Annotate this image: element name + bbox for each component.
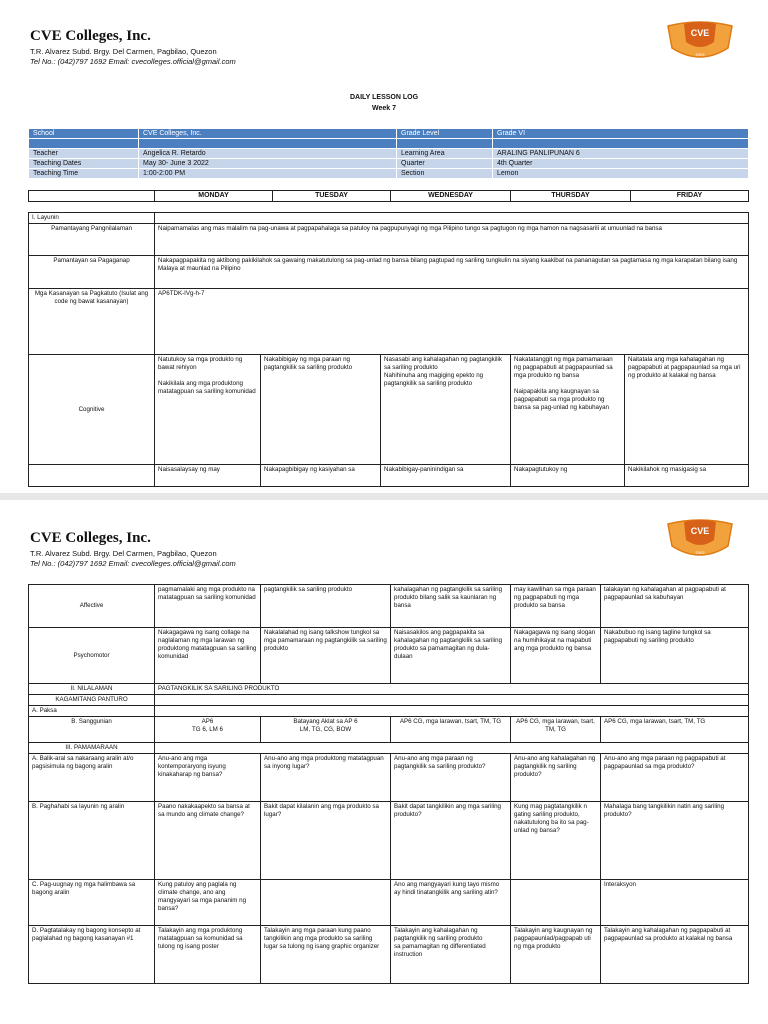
school-contact: Tel No.: (042)797 1692 Email: cvecolleges.official@gmail.com xyxy=(30,57,236,66)
step-d-tuesday: Talakayin ang mga paraan kung paano tangkilikin ang mga produkto sa sariling lugar sa tulong ng isang graphic organizer xyxy=(261,926,391,984)
document-page-2 xyxy=(0,500,768,1024)
step-b-wednesday: Bakit dapat tangkilikin ang mga sariling produkto? xyxy=(391,802,511,880)
cognitive-label: Cognitive xyxy=(29,355,155,465)
affective-friday: talakayan ng kahalagahan at pagpapabuti at pagpapaunlad sa kabuhayan xyxy=(601,585,749,628)
school-label: School xyxy=(29,129,139,139)
affective-partial-friday: Nakikilahok ng masigasig sa xyxy=(625,465,749,487)
teacher-label: Teacher xyxy=(29,149,139,159)
area-value: ARALING PANLIPUNAN 6 xyxy=(493,149,749,159)
psychomotor-monday: Nakagagawa ng isang collage na naglalaman ng mga larawan ng produktong matatagpuan sa sariling komunidad xyxy=(155,628,261,684)
school-name: CVE Colleges, Inc. xyxy=(30,28,151,44)
step-b-monday: Paano nakakaapekto sa bansa at sa mundo ang climate change? xyxy=(155,802,261,880)
step-a-friday: Anu-ano ang mga paraan ng pagpapabuti at pagpapaunlad sa mga produkto? xyxy=(601,754,749,802)
pamamaraan-label: III. PAMAMARAAN xyxy=(29,743,155,754)
step-b-label: B. Paghahabi sa layunin ng aralin xyxy=(29,802,155,880)
pagganap-label: Pamantayan sa Pagaganap xyxy=(29,256,155,289)
step-c-wednesday: Ano ang mangyayari kung tayo mismo ay hindi tinatangkilik ang sariling atin? xyxy=(391,880,511,926)
kasanayan-label: Mga Kasanayan sa Pagkatuto (Isulat ang code ng bawat kasanayan) xyxy=(29,289,155,355)
layunin-label: I. Layunin xyxy=(29,213,155,224)
step-a-thursday: Anu-ano ang kahalagahan ng pagtangkilik ng sariling produkto? xyxy=(511,754,601,802)
section-label: Section xyxy=(397,169,493,179)
day-friday: FRIDAY xyxy=(631,191,749,202)
days-header xyxy=(28,190,749,202)
psychomotor-thursday: Nakagagawa ng isang slogan na humihikayat na mapabuti ang mga produkto ng bansa xyxy=(511,628,601,684)
sanggunian-friday: AP6 CG, mga larawan, tsart, TM, TG xyxy=(601,717,749,743)
affective-partial-tuesday: Nakapagbibigay ng kasiyahan sa xyxy=(261,465,381,487)
school-name: CVE Colleges, Inc. xyxy=(30,530,151,546)
school-logo xyxy=(664,18,736,62)
cognitive-monday: Natutukoy sa mga produkto ng bawat rehiyon Nakikilala ang mga produktong matatagpuan sa sariling komunidad xyxy=(155,355,261,465)
section-value: Lemon xyxy=(493,169,749,179)
step-c-thursday xyxy=(511,880,601,926)
school-address: T.R. Alvarez Subd. Brgy. Del Carmen, Pagbilao, Quezon xyxy=(30,549,217,558)
quarter-label: Quarter xyxy=(397,159,493,169)
step-d-thursday: Talakayin ang kaugnayan ng pagpapaunlad/pagpapab uti ng mga produkto xyxy=(511,926,601,984)
step-a-label: A. Balik-aral sa nakaraang aralin at/o pagsisimula ng bagong aralin xyxy=(29,754,155,802)
kagamitan-label: KAGAMITANG PANTURO xyxy=(29,695,155,706)
time-label: Teaching Time xyxy=(29,169,139,179)
step-d-monday: Talakayin ang mga produktong matatagpuan sa komunidad sa tulong ng isang poster xyxy=(155,926,261,984)
cognitive-wednesday: Nasasabi ang kahalagahan ng pagtangkilik sa sariling produkto Nahihinuha ang magiging epekto ng pagtangkilik sa sariling produkto xyxy=(381,355,511,465)
school-logo xyxy=(664,516,736,560)
day-thursday: THURSDAY xyxy=(511,191,631,202)
school-value: CVE Colleges, Inc. xyxy=(139,129,397,139)
step-a-wednesday: Anu-ano ang mga paraan ng pagtangkilik sa sariling produkto? xyxy=(391,754,511,802)
dates-label: Teaching Dates xyxy=(29,159,139,169)
teacher-value: Angelica R. Retardo xyxy=(139,149,397,159)
cognitive-thursday: Nakatatanggit ng mga pamamaraan ng pagpapabuti at pagpapaunlad sa mga produkto ng bansa Naipapakita ang kaugnayan sa pagpapabuti sa mga produkto ng bansa sa pag-unlad ng kabuhayan xyxy=(511,355,625,465)
psychomotor-tuesday: Nakalalahad ng isang talkshow tungkol sa mga pamamaraan ng pagtangkilik sa sariling produkto xyxy=(261,628,391,684)
step-d-friday: Talakayin ang kahalagahan ng pagpapabuti at pagpapaunlad sa produkto at kalakal ng bansa xyxy=(601,926,749,984)
pamantayang-label: Pamantayang Pangnilalaman xyxy=(29,224,155,256)
step-c-tuesday xyxy=(261,880,391,926)
pagganap-text: Nakapagpapakita ng aktibong pakikilahok sa gawaing makatutulong sa pag-unlad ng bansa bilang pagtupad ng sariling tungkulin na siyang kaakibat na pananagutan sa pagtamasa ng mga karapatan bilang isang Malaya at maunlad na Pilipino xyxy=(155,256,749,289)
affective-thursday: may kawilihan sa mga paraan ng pagpapabuti ng mga produkto sa bansa xyxy=(511,585,601,628)
step-b-thursday: Kung mag pagtatangkilik n gating sariling produkto, nakatutulong ba ito sa pag-unlad ng bansa? xyxy=(511,802,601,880)
kasanayan-code: AP6TDK-IVg-h-7 xyxy=(155,289,749,355)
logo-text: CVE xyxy=(690,526,710,536)
step-d-label: D. Pagtatalakay ng bagong konsepto at paglalahad ng bagong kasanayan #1 xyxy=(29,926,155,984)
day-tuesday: TUESDAY xyxy=(273,191,391,202)
document-page-1 xyxy=(0,0,768,493)
logo-year: 2003 xyxy=(695,52,705,57)
affective-wednesday: kahalagahan ng pagtangkilik sa sariling produkto bilang salik sa kaunlaran ng bansa xyxy=(391,585,511,628)
school-address: T.R. Alvarez Subd. Brgy. Del Carmen, Pagbilao, Quezon xyxy=(30,47,217,56)
step-d-wednesday: Talakayin ang kahalagahan ng pagtangkilik ng sariling produkto sa pamamagitan ng differentiated instruction xyxy=(391,926,511,984)
step-c-friday: Interaksyon xyxy=(601,880,749,926)
cognitive-friday: Naitatala ang mga kahalagahan ng pagpapabuti at pagpapaunlad sa mga uri ng produkto at kalakal ng bansa xyxy=(625,355,749,465)
sanggunian-monday: AP6 TG 6, LM 6 xyxy=(155,717,261,743)
step-a-monday: Anu-ano ang mga kontemporaryong isyung kinakaharap ng bansa? xyxy=(155,754,261,802)
sanggunian-label: B. Sanggunian xyxy=(29,717,155,743)
cognitive-tuesday: Nakabibigay ng mga paraan ng pagtangkilik sa sariling produkto xyxy=(261,355,381,465)
nilalaman-label: II. NILALAMAN xyxy=(29,684,155,695)
step-b-friday: Mahalaga bang tangkilikin natin ang sariling produkto? xyxy=(601,802,749,880)
grade-value: Grade VI xyxy=(493,129,749,139)
psychomotor-label: Psychomotor xyxy=(29,628,155,684)
info-table xyxy=(28,128,749,179)
paksa-label: A. Paksa xyxy=(29,706,155,717)
psychomotor-wednesday: Naisasakilos ang pagpapakita sa kahalagahan ng pagtangkilik sa sariling produkto sa pamamagitan ng dula-dulaan xyxy=(391,628,511,684)
logo-year: 2003 xyxy=(695,550,705,555)
document-subtitle: Week 7 xyxy=(372,105,396,112)
day-monday: MONDAY xyxy=(155,191,273,202)
nilalaman-value: PAGTANGKILIK SA SARILING PRODUKTO xyxy=(155,684,749,695)
affective-monday: pagmamalaki ang mga produkto na matatagpuan sa sariling komunidad xyxy=(155,585,261,628)
step-b-tuesday: Bakit dapat kilalanin ang mga produkto sa lugar? xyxy=(261,802,391,880)
affective-partial-wednesday: Nakabibigay-paninindigan sa xyxy=(381,465,511,487)
lesson-table-1 xyxy=(28,212,749,487)
affective-partial-thursday: Nakapagtutukoy ng xyxy=(511,465,625,487)
step-c-monday: Kung patuloy ang paglala ng climate change, ano ang mangyayari sa mga pananim ng bansa? xyxy=(155,880,261,926)
school-contact: Tel No.: (042)797 1692 Email: cvecolleges.official@gmail.com xyxy=(30,559,236,568)
lesson-table-2 xyxy=(28,584,749,984)
dates-value: May 30- June 3 2022 xyxy=(139,159,397,169)
step-c-label: C. Pag-uugnay ng mga halimbawa sa bagong aralin xyxy=(29,880,155,926)
step-a-tuesday: Anu-ano ang mga produktong matatagpuan sa inyong lugar? xyxy=(261,754,391,802)
psychomotor-friday: Nakabubuo ng isang tagline tungkol sa pagpapabuti ng sariling produkto xyxy=(601,628,749,684)
affective-tuesday: pagtangkilik sa sariling produkto xyxy=(261,585,391,628)
sanggunian-wednesday: AP6 CG, mga larawan, tsart, TM, TG xyxy=(391,717,511,743)
time-value: 1:00-2:00 PM xyxy=(139,169,397,179)
quarter-value: 4th Quarter xyxy=(493,159,749,169)
grade-label: Grade Level xyxy=(397,129,493,139)
area-label: Learning Area xyxy=(397,149,493,159)
affective-partial-monday: Naisasalaysay ng may xyxy=(155,465,261,487)
document-title: DAILY LESSON LOG xyxy=(349,94,419,101)
sanggunian-thursday: AP6 CG, mga larawan, tsart, TM, TG xyxy=(511,717,601,743)
day-wednesday: WEDNESDAY xyxy=(391,191,511,202)
affective-label: Affective xyxy=(29,585,155,628)
pamantayang-text: Naipamamalas ang mas malalim na pag-unawa at pagpapahalaga sa patuloy na pagpupunyagi ng mga Pilipino tungo sa pagtugon ng mga hamon na nagsasarili at umuunlad na bansa xyxy=(155,224,749,256)
logo-text: CVE xyxy=(690,28,710,38)
sanggunian-tuesday: Batayang Aklat sa AP 6 LM, TG, CG, BOW xyxy=(261,717,391,743)
